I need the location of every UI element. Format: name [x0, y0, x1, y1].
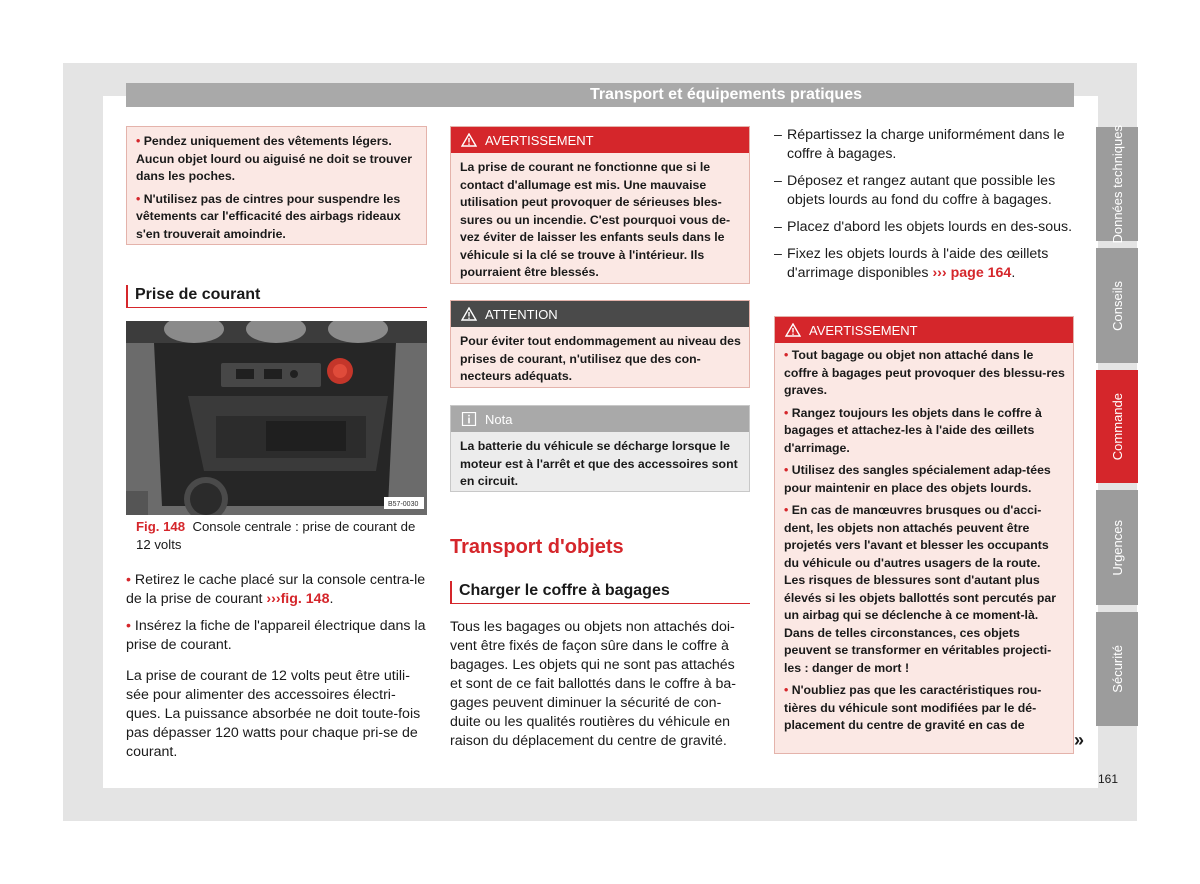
- avertissement-header: AVERTISSEMENT: [775, 317, 1073, 343]
- warning-bullet: • Tout bagage ou objet non attaché dans le coffre à bagages peut provoquer des blessu-res graves.: [784, 348, 1065, 397]
- warning-bullet: • Rangez toujours les objets dans le coffre à bagages et attachez-les à l'aide des œillets d'arrimage.: [784, 405, 1042, 455]
- col1-body: [126, 571, 428, 770]
- photo-code: B57-0030: [388, 501, 419, 508]
- warning-bullet: • Pendez uniquement des vêtements légers. Aucun objet lourd ou aiguisé ne doit se trouver dans les poches.: [136, 134, 413, 183]
- list-item: – Placez d'abord les objets lourds en des-sous.: [774, 219, 1073, 235]
- tab-securite[interactable]: Sécurité: [1096, 612, 1138, 726]
- section-marker: [450, 581, 452, 603]
- section-marker: [126, 285, 128, 307]
- attention-text: Pour éviter tout endommagement au niveau des prises de courant, n'utilisez que des con-necteurs adéquats.: [460, 334, 741, 383]
- attention-box: [450, 300, 750, 388]
- continue-mark: »: [1074, 730, 1085, 750]
- nota-box: [450, 405, 750, 492]
- heading-transport-objets: Transport d'objets: [450, 536, 624, 558]
- figure-caption: Fig. 148 Console centrale : prise de courant de 12 volts: [136, 519, 416, 552]
- info-icon: [461, 412, 477, 426]
- section-rule: [126, 307, 427, 308]
- warning-bullet: • N'utilisez pas de cintres pour suspendre les vêtements car l'efficacité des airbags rideaux s'en trouverait amoindrie.: [136, 191, 401, 241]
- tab-commande[interactable]: Commande: [1096, 370, 1138, 483]
- page-number: 161: [1098, 772, 1119, 786]
- instruction-bullet: • Insérez la fiche de l'appareil électrique dans la prise de courant.: [126, 618, 426, 653]
- warning-triangle-icon: [785, 323, 801, 337]
- nota-text: La batterie du véhicule se décharge lorsque le moteur est à l'arrêt et que des accessoires sont en circuit.: [460, 439, 738, 488]
- attention-header: ATTENTION: [451, 301, 749, 327]
- paragraph: Tous les bagages ou objets non attachés doi-vent être fixés de façon sûre dans le coffre à bagages. Les objets qui ne sont pas attachés et sont de ce fait ballottés dans le coffre à ba-gages peuvent diminuer la sécurité de con-duite ou les qualités routières du véhicule en raison du déplacement du centre de gravité.: [450, 619, 737, 749]
- nota-header: Nota: [451, 406, 749, 432]
- figure-link[interactable]: fig. 148: [280, 591, 330, 607]
- list-item: – Déposez et rangez autant que possible les objets lourds au fond du coffre à bagages.: [774, 173, 1056, 208]
- warning-triangle-icon: [461, 133, 477, 147]
- tab-donnees-techniques[interactable]: Données techniques: [1096, 127, 1138, 241]
- console-photo: [126, 321, 427, 515]
- tab-urgences[interactable]: Urgences: [1096, 490, 1138, 605]
- warning-bullet: • Utilisez des sangles spécialement adap-tées pour maintenir en place des objets lourds.: [784, 463, 1051, 495]
- subheading-coffre: Charger le coffre à bagages: [459, 582, 670, 599]
- avertissement-box: [450, 126, 750, 284]
- warning-triangle-icon: [461, 307, 477, 321]
- dash-list: [774, 126, 1074, 291]
- avertissement-text: La prise de courant ne fonctionne que si le contact d'allumage est mis. Une mauvaise utilisation peut provoquer de sérieuses bles-sures ou un incendie. C'est pourquoi vous de-vez éviter de laisser les enfants seuls dans le véhicule si la clé se trouve à l'intérieur. Ils pourraient être blessés.: [460, 160, 731, 279]
- ref-arrows: ›››: [932, 265, 947, 281]
- ref-arrows: ›››: [266, 591, 281, 607]
- warning-continuation-box: [126, 126, 427, 245]
- col2-body: [450, 618, 750, 759]
- list-item: – Répartissez la charge uniformément dans le coffre à bagages.: [774, 127, 1065, 162]
- section-rule: [450, 603, 750, 604]
- tab-conseils[interactable]: Conseils: [1096, 248, 1138, 363]
- warning-bullet: • N'oubliez pas que les caractéristiques rou-tières du véhicule sont modifiées par le dé-placement du centre de gravité en cas de: [784, 683, 1042, 732]
- paragraph: La prise de courant de 12 volts peut être utili-sée pour alimenter des accessoires électri-ques. La puissance absorbée ne doit toute-fois pas dépasser 120 watts pour chaque pri-se de courant.: [126, 668, 421, 760]
- warning-bullet: • En cas de manœuvres brusques ou d'acci-dent, les objets non attachés peuvent être projetés vers l'avant et blesser les occupants du véhicule ou d'autres usagers de la route. Les risques de blessures sont d'autant plus élevés si les objets ballottés sont percutés par un airbag qui se déclenche à ce moment-là. Dans de telles circonstances, ces objets peuvent se transformer en véritables projecti-les : danger de mort !: [784, 503, 1057, 675]
- section-title-prise-de-courant: Prise de courant: [135, 286, 261, 303]
- page-link[interactable]: page 164: [950, 265, 1012, 281]
- console-illustration: [126, 321, 427, 515]
- instruction-bullet: • Retirez le cache placé sur la console centra-le de la prise de courant ›››fig. 148.: [126, 572, 426, 607]
- header-title: Transport et équipements pratiques: [589, 86, 862, 103]
- avertissement-header: AVERTISSEMENT: [451, 127, 749, 153]
- avertissement-box-2: [774, 316, 1074, 754]
- list-item: – Fixez les objets lourds à l'aide des œillets d'arrimage disponibles ››› page 164.: [774, 246, 1049, 281]
